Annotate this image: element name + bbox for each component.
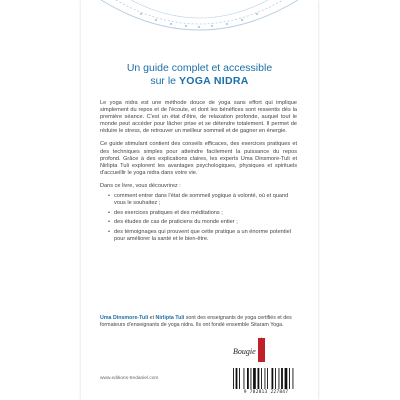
author-bio-text: sont des enseignants de yoga certifiés et des formateurs d'enseignants de yoga nidra. Ils ont fondé ensemble Sitaram Yoga. xyxy=(100,315,292,328)
description xyxy=(100,100,297,246)
tagline xyxy=(81,62,318,88)
author-connector: et xyxy=(148,315,156,321)
tagline-line-2 xyxy=(81,75,318,88)
tagline-emphasis: YOGA NIDRA xyxy=(178,75,249,87)
book-back-cover xyxy=(81,0,318,400)
paragraph-1: Le yoga nidra est une méthode douce de yoga sans effort qui implique simplement du repos et de l'écoute, et dont les bénéfices sont ressentis dès la première séance. C'est un état d'être, de relaxation profonde, auquel tout le monde peut accéder pour lâcher prise et se détendre totalement. Il permet de réduire le stress, de retrouver un meilleur sommeil et de gagner en énergie. xyxy=(100,100,297,135)
author-name-1: Uma Dinsmore-Tuli xyxy=(100,315,149,321)
logo-word-2: Rouge xyxy=(266,347,287,356)
list-item: • des témoignages qui prouvent que cette pratique a un énorme potentiel pour améliorer la santé et le bien-être. xyxy=(108,229,297,243)
author-bio xyxy=(100,315,297,328)
list-intro: Dans ce livre, vous découvrirez : xyxy=(100,182,181,189)
publisher-website: www.editions-tredaniel.com xyxy=(100,376,159,381)
list-item: • des exercices pratiques et des méditations ; xyxy=(108,210,297,217)
isbn-number: 9 782813 227847 xyxy=(243,390,289,395)
logo-word-1: Bougie xyxy=(233,347,256,356)
bougie-rouge-logo xyxy=(231,337,287,363)
barcode-bars xyxy=(231,368,301,390)
barcode xyxy=(229,366,303,396)
ornament-arcs xyxy=(81,0,318,42)
tagline-prefix: sur le xyxy=(150,75,179,87)
author-name-2: Nirlipta Tuli xyxy=(155,315,185,321)
list-item: • comment entrer dans l'état de sommeil yogique à volonté, où et quand vous le souhaitez ; xyxy=(108,193,297,207)
paragraph-2: Ce guide stimulant contient des conseils efficaces, des exercices pratiques et des techniques simples pour atteindre facilement la puissance du repos profond. Grâce à des explications claires, les experts Uma Dinsmore-Tuli et Nirlipta Tuli explorent les avantages psychologiques, physiques et spirituels d'accueillir le yoga nidra dans votre vie. xyxy=(100,141,297,176)
tagline-line-1: Un guide complet et accessible xyxy=(126,62,273,74)
benefits-list xyxy=(100,193,297,243)
list-item: • des études de cas de praticiens du monde entier ; xyxy=(108,219,297,226)
